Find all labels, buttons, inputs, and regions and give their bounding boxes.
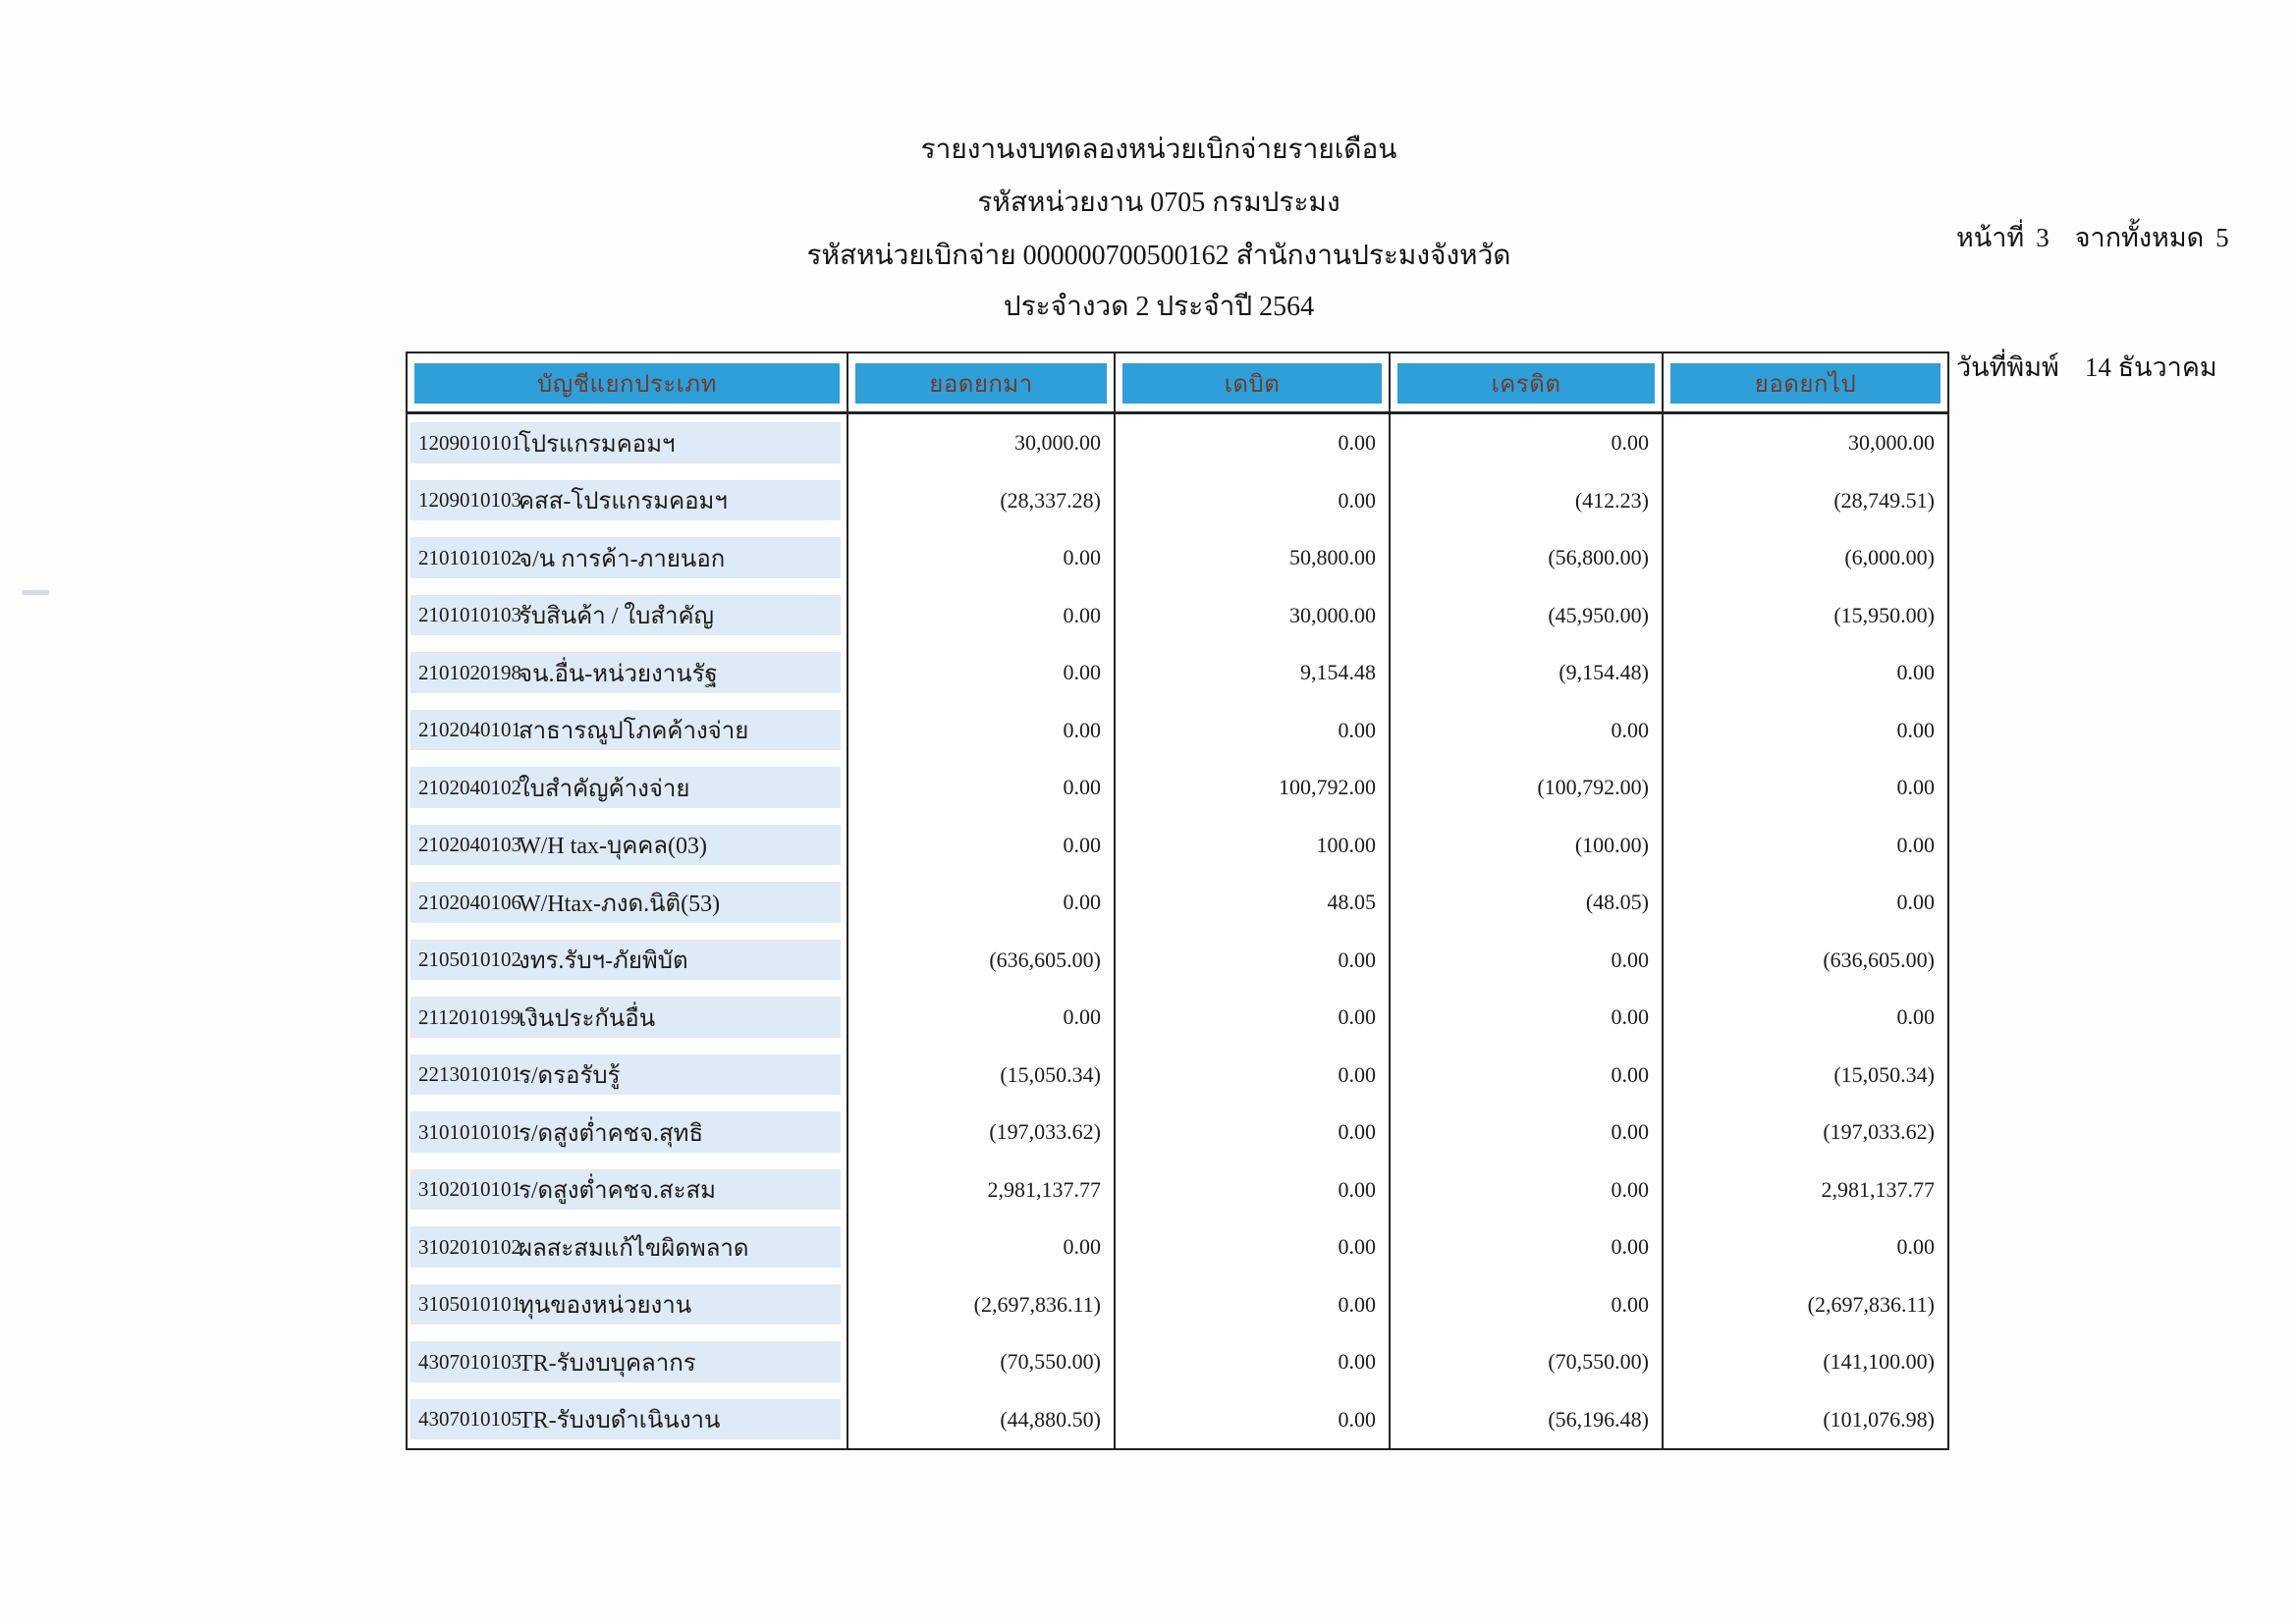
credit-cell	[1391, 1276, 1664, 1334]
credit-cell	[1391, 1391, 1664, 1449]
account-name: คสส-โปรแกรมคอมฯ	[519, 489, 728, 515]
credit-cell	[1391, 1047, 1664, 1105]
account-name: W/H tax-บุคคล(03)	[519, 834, 707, 860]
account-name: รับสินค้า / ใบสำคัญ	[519, 604, 714, 630]
account-cell	[408, 1104, 848, 1162]
account-code: 1209010101	[418, 430, 521, 455]
closing-balance-cell	[1664, 472, 1947, 530]
period-line: ประจำงวด 2 ประจำปี 2564	[1003, 292, 1315, 322]
account-name: ผลสะสมแก้ไขผิดพลาด	[519, 1235, 749, 1262]
account-name: TR-รับงบดำเนินงาน	[519, 1408, 721, 1434]
debit-value: 48.05	[1327, 890, 1376, 915]
table-header-row	[408, 353, 1947, 414]
account-name: ใบสำคัญค้างจ่าย	[519, 776, 690, 802]
opening-balance-value: 0.00	[1063, 832, 1101, 857]
opening-balance-cell	[848, 529, 1116, 587]
opening-balance-cell	[848, 1218, 1116, 1276]
closing-balance-value: 30,000.00	[1848, 430, 1935, 456]
closing-balance-cell	[1664, 989, 1947, 1047]
total-pages: 5	[2215, 223, 2229, 252]
debit-cell	[1116, 874, 1391, 932]
closing-balance-cell	[1664, 817, 1947, 875]
debit-value: 0.00	[1338, 430, 1376, 456]
account-name: จน.อื่น-หน่วยงานรัฐ	[519, 661, 718, 687]
credit-value: 0.00	[1611, 1061, 1649, 1087]
opening-balance-cell	[848, 1162, 1116, 1219]
debit-cell	[1116, 1162, 1391, 1219]
debit-cell	[1116, 472, 1391, 530]
credit-value: (48.05)	[1585, 890, 1649, 915]
credit-value: (100,792.00)	[1537, 775, 1649, 800]
debit-value: 100,792.00	[1279, 775, 1376, 800]
account-code: 3102010101	[418, 1177, 521, 1202]
account-name: เงินประกันอื่น	[519, 1005, 656, 1032]
account-cell	[408, 874, 848, 932]
debit-cell	[1116, 702, 1391, 760]
closing-balance-value: (197,033.62)	[1823, 1119, 1935, 1145]
credit-value: 0.00	[1611, 430, 1649, 456]
debit-value: 0.00	[1338, 1291, 1376, 1317]
account-cell	[408, 1047, 848, 1105]
debit-value: 0.00	[1338, 1176, 1376, 1202]
page-info	[1956, 130, 2229, 475]
account-cell	[408, 529, 848, 587]
account-cell	[408, 1276, 848, 1334]
table-row	[408, 1276, 1947, 1334]
closing-balance-value: (6,000.00)	[1844, 545, 1935, 570]
credit-cell	[1391, 817, 1664, 875]
opening-balance-value: 0.00	[1063, 717, 1101, 742]
debit-cell	[1116, 1276, 1391, 1334]
print-date-line	[1956, 346, 2229, 389]
opening-balance-value: (636,605.00)	[989, 947, 1101, 972]
page-label: หน้าที่	[1956, 223, 2025, 252]
debit-cell	[1116, 414, 1391, 472]
account-code: 1209010103	[418, 488, 521, 513]
table-row	[408, 932, 1947, 990]
credit-cell	[1391, 989, 1664, 1047]
column-header-credit-cell	[1391, 353, 1664, 411]
debit-value: 100.00	[1316, 832, 1376, 857]
account-code: 2105010102	[418, 947, 521, 972]
account-code: 4307010103	[418, 1349, 521, 1374]
table-row	[408, 1162, 1947, 1219]
page-number-line	[1956, 216, 2229, 259]
print-date-label: วันที่พิมพ์	[1956, 352, 2059, 382]
account-code: 3102010102	[418, 1234, 521, 1259]
account-code: 3101010101	[418, 1119, 521, 1144]
table-row	[408, 1391, 1947, 1449]
credit-value: 0.00	[1611, 1119, 1649, 1145]
credit-value: (56,196.48)	[1548, 1406, 1649, 1432]
account-code: 2213010101	[418, 1062, 521, 1087]
table-row	[408, 587, 1947, 645]
debit-cell	[1116, 1104, 1391, 1162]
account-code: 2112010199	[418, 1004, 521, 1029]
closing-balance-value: 0.00	[1896, 1004, 1935, 1030]
column-header-credit: เครดิต	[1397, 363, 1655, 404]
opening-balance-value: 0.00	[1063, 545, 1101, 570]
closing-balance-value: 0.00	[1896, 890, 1935, 915]
closing-balance-cell	[1664, 414, 1947, 472]
account-cell	[408, 1218, 848, 1276]
column-header-closing-cell	[1664, 353, 1947, 411]
debit-cell	[1116, 529, 1391, 587]
opening-balance-cell	[848, 414, 1116, 472]
disbursement-unit-line: รหัสหน่วยเบิกจ่าย 000000700500162 สำนักงานประมงจังหวัด	[806, 241, 1511, 271]
opening-balance-value: 2,981,137.77	[987, 1176, 1101, 1202]
credit-cell	[1391, 414, 1664, 472]
column-header-debit-cell	[1116, 353, 1391, 411]
debit-cell	[1116, 1218, 1391, 1276]
closing-balance-cell	[1664, 1276, 1947, 1334]
print-date: 14 ธันวาคม	[2084, 352, 2217, 382]
opening-balance-value: 0.00	[1063, 1004, 1101, 1030]
opening-balance-value: 30,000.00	[1014, 430, 1101, 456]
closing-balance-value: (15,050.34)	[1833, 1061, 1935, 1087]
account-code: 3105010101	[418, 1292, 521, 1317]
credit-value: (56,800.00)	[1548, 545, 1649, 570]
column-header-opening-cell	[848, 353, 1116, 411]
account-name: ร/ดสูงต่ำคชจ.สุทธิ	[519, 1120, 704, 1147]
closing-balance-cell	[1664, 1218, 1947, 1276]
opening-balance-cell	[848, 817, 1116, 875]
opening-balance-cell	[848, 702, 1116, 760]
table-row	[408, 702, 1947, 760]
debit-value: 9,154.48	[1300, 660, 1376, 685]
opening-balance-value: 0.00	[1063, 890, 1101, 915]
opening-balance-cell	[848, 1333, 1116, 1391]
report-title: รายงานงบทดลองหน่วยเบิกจ่ายรายเดือน	[920, 135, 1397, 165]
account-code: 2102040102	[418, 775, 521, 799]
opening-balance-cell	[848, 587, 1116, 645]
opening-balance-cell	[848, 1047, 1116, 1105]
opening-balance-cell	[848, 1276, 1116, 1334]
table-row	[408, 1333, 1947, 1391]
debit-cell	[1116, 1333, 1391, 1391]
credit-value: 0.00	[1611, 1004, 1649, 1030]
opening-balance-cell	[848, 1104, 1116, 1162]
opening-balance-value: 0.00	[1063, 602, 1101, 627]
account-code: 2101020198	[418, 660, 521, 684]
debit-value: 0.00	[1338, 1234, 1376, 1260]
closing-balance-value: (636,605.00)	[1823, 947, 1935, 972]
account-cell	[408, 1333, 848, 1391]
credit-value: 0.00	[1611, 1291, 1649, 1317]
column-header-account-cell	[408, 353, 848, 411]
credit-cell	[1391, 587, 1664, 645]
table-row	[408, 759, 1947, 817]
closing-balance-value: (2,697,836.11)	[1807, 1291, 1935, 1317]
opening-balance-cell	[848, 472, 1116, 530]
credit-cell	[1391, 702, 1664, 760]
table-row	[408, 989, 1947, 1047]
closing-balance-value: 2,981,137.77	[1821, 1176, 1935, 1202]
credit-cell	[1391, 529, 1664, 587]
debit-value: 0.00	[1338, 1119, 1376, 1145]
account-cell	[408, 644, 848, 702]
account-cell	[408, 1162, 848, 1219]
closing-balance-cell	[1664, 644, 1947, 702]
opening-balance-value: (197,033.62)	[989, 1119, 1101, 1145]
debit-value: 0.00	[1338, 487, 1376, 513]
debit-value: 50,800.00	[1289, 545, 1376, 570]
column-header-debit: เดบิต	[1122, 363, 1382, 404]
table-row	[408, 1104, 1947, 1162]
account-name: สาธารณูปโภคค้างจ่าย	[519, 719, 749, 745]
opening-balance-value: 0.00	[1063, 775, 1101, 800]
account-cell	[408, 472, 848, 530]
debit-value: 30,000.00	[1289, 602, 1376, 627]
opening-balance-value: (2,697,836.11)	[973, 1291, 1101, 1317]
credit-value: 0.00	[1611, 1234, 1649, 1260]
account-cell	[408, 932, 848, 990]
credit-cell	[1391, 1104, 1664, 1162]
credit-cell	[1391, 874, 1664, 932]
page-number: 3	[2036, 223, 2050, 252]
closing-balance-cell	[1664, 759, 1947, 817]
account-code: 2102040103	[418, 833, 521, 857]
closing-balance-value: (141,100.00)	[1823, 1349, 1935, 1375]
table-row	[408, 472, 1947, 530]
opening-balance-cell	[848, 759, 1116, 817]
closing-balance-cell	[1664, 1047, 1947, 1105]
debit-value: 0.00	[1338, 1349, 1376, 1375]
credit-value: 0.00	[1611, 717, 1649, 742]
account-code: 2102040101	[418, 718, 521, 742]
opening-balance-cell	[848, 989, 1116, 1047]
account-code: 2101010102	[418, 545, 521, 569]
credit-cell	[1391, 1218, 1664, 1276]
account-cell	[408, 1391, 848, 1449]
column-header-opening-balance: ยอดยกมา	[855, 363, 1107, 404]
credit-value: 0.00	[1611, 1176, 1649, 1202]
closing-balance-value: (28,749.51)	[1833, 487, 1935, 513]
scan-artifact	[22, 590, 49, 595]
table-row	[408, 1218, 1947, 1276]
debit-cell	[1116, 817, 1391, 875]
account-name: TR-รับงบบุคลากร	[519, 1350, 696, 1377]
table-row	[408, 414, 1947, 472]
table-row	[408, 1047, 1947, 1105]
debit-value: 0.00	[1338, 947, 1376, 972]
debit-cell	[1116, 1391, 1391, 1449]
credit-value: (9,154.48)	[1558, 660, 1649, 685]
closing-balance-value: (15,950.00)	[1833, 602, 1935, 627]
opening-balance-value: (44,880.50)	[1000, 1406, 1101, 1432]
opening-balance-value: (28,337.28)	[1000, 487, 1101, 513]
closing-balance-cell	[1664, 932, 1947, 990]
debit-value: 0.00	[1338, 1004, 1376, 1030]
credit-value: 0.00	[1611, 947, 1649, 972]
credit-cell	[1391, 759, 1664, 817]
closing-balance-value: 0.00	[1896, 1234, 1935, 1260]
closing-balance-cell	[1664, 1391, 1947, 1449]
table-row	[408, 529, 1947, 587]
closing-balance-cell	[1664, 702, 1947, 760]
debit-cell	[1116, 1047, 1391, 1105]
credit-value: (70,550.00)	[1548, 1349, 1649, 1375]
account-name: จ/น การค้า-ภายนอก	[519, 546, 726, 572]
debit-cell	[1116, 989, 1391, 1047]
opening-balance-cell	[848, 874, 1116, 932]
account-cell	[408, 759, 848, 817]
table-body	[408, 414, 1947, 1448]
opening-balance-value: 0.00	[1063, 660, 1101, 685]
account-cell	[408, 817, 848, 875]
opening-balance-value: 0.00	[1063, 1234, 1101, 1260]
debit-cell	[1116, 932, 1391, 990]
account-cell	[408, 414, 848, 472]
credit-cell	[1391, 644, 1664, 702]
account-name: ทุนของหน่วยงาน	[519, 1293, 692, 1320]
credit-cell	[1391, 1333, 1664, 1391]
closing-balance-value: 0.00	[1896, 832, 1935, 857]
closing-balance-cell	[1664, 1162, 1947, 1219]
account-cell	[408, 702, 848, 760]
debit-value: 0.00	[1338, 1061, 1376, 1087]
closing-balance-cell	[1664, 874, 1947, 932]
credit-value: (45,950.00)	[1548, 602, 1649, 627]
credit-value: (412.23)	[1574, 487, 1649, 513]
agency-code-line: รหัสหน่วยงาน 0705 กรมประมง	[977, 188, 1340, 218]
credit-cell	[1391, 472, 1664, 530]
credit-cell	[1391, 1162, 1664, 1219]
account-name: W/Htax-ภงด.นิติ(53)	[519, 891, 721, 917]
account-code: 2102040106	[418, 890, 521, 914]
closing-balance-value: 0.00	[1896, 717, 1935, 742]
closing-balance-cell	[1664, 1104, 1947, 1162]
opening-balance-cell	[848, 644, 1116, 702]
trial-balance-table	[406, 352, 1949, 1450]
closing-balance-value: 0.00	[1896, 660, 1935, 685]
credit-value: (100.00)	[1574, 832, 1649, 857]
table-row	[408, 644, 1947, 702]
opening-balance-value: (15,050.34)	[1000, 1061, 1101, 1087]
debit-cell	[1116, 587, 1391, 645]
opening-balance-cell	[848, 932, 1116, 990]
total-pages-label: จากทั้งหมด	[2074, 223, 2205, 252]
account-code: 2101010103	[418, 603, 521, 627]
closing-balance-value: (101,076.98)	[1823, 1406, 1935, 1432]
credit-cell	[1391, 932, 1664, 990]
opening-balance-cell	[848, 1391, 1116, 1449]
account-cell	[408, 587, 848, 645]
column-header-closing-balance: ยอดยกไป	[1670, 363, 1941, 404]
closing-balance-cell	[1664, 587, 1947, 645]
debit-cell	[1116, 759, 1391, 817]
debit-value: 0.00	[1338, 717, 1376, 742]
table-row	[408, 874, 1947, 932]
account-name: งทร.รับฯ-ภัยพิบัต	[519, 948, 688, 975]
account-cell	[408, 989, 848, 1047]
account-code: 4307010105	[418, 1407, 521, 1432]
closing-balance-value: 0.00	[1896, 775, 1935, 800]
closing-balance-cell	[1664, 529, 1947, 587]
debit-cell	[1116, 644, 1391, 702]
column-header-account: บัญชีแยกประเภท	[414, 363, 840, 404]
account-name: ร/ดสูงต่ำคชจ.สะสม	[519, 1178, 716, 1205]
opening-balance-value: (70,550.00)	[1000, 1349, 1101, 1375]
table-row	[408, 817, 1947, 875]
closing-balance-cell	[1664, 1333, 1947, 1391]
account-name: โปรแกรมคอมฯ	[519, 431, 676, 458]
account-name: ร/ดรอรับรู้	[519, 1063, 621, 1090]
debit-value: 0.00	[1338, 1406, 1376, 1432]
